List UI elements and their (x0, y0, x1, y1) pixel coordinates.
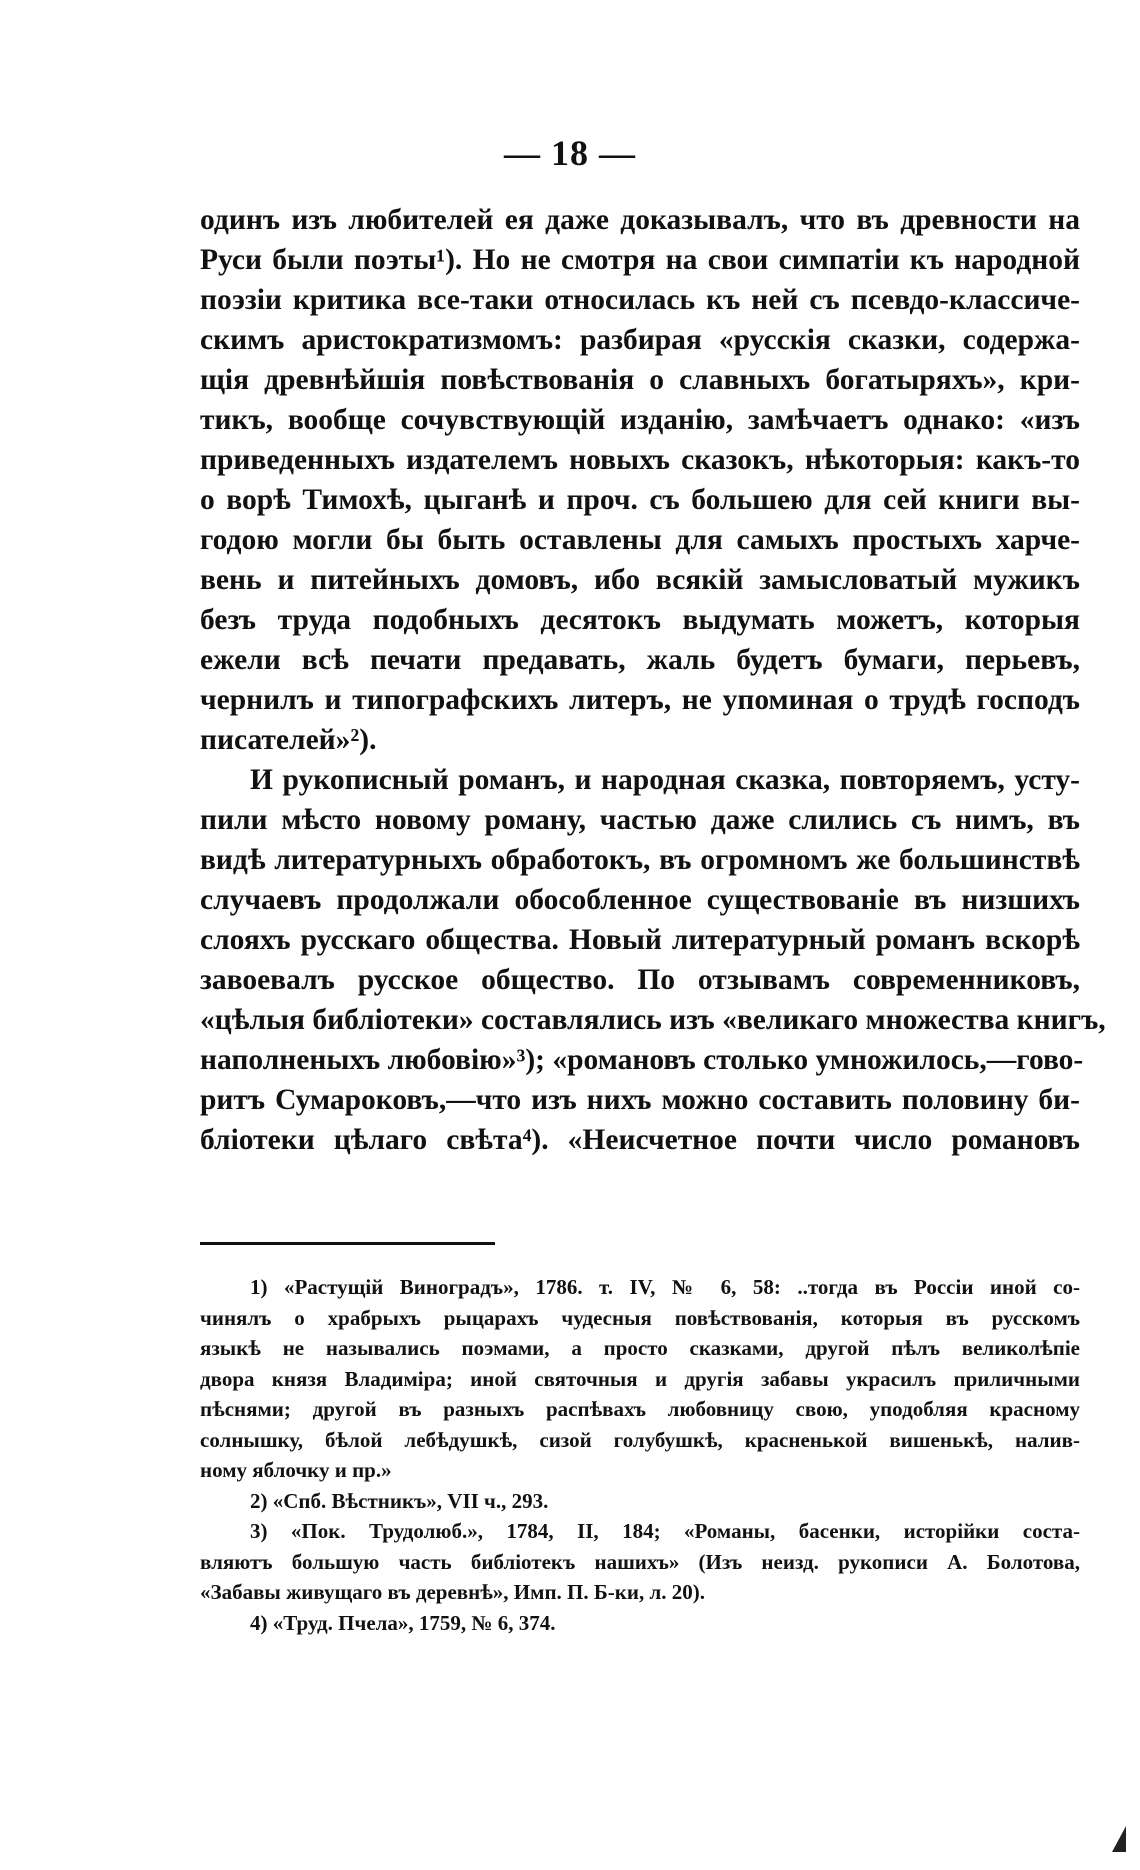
text-line: случаевъ продолжали обособленное существованіе въ низшихъ (200, 884, 1080, 916)
text-line: щія древнѣйшія повѣствованія о славныхъ богатыряхъ», кри- (200, 364, 1080, 396)
text-line: И рукописный романъ, и народная сказка, повторяемъ, усту- (250, 764, 1080, 796)
text-line: о ворѣ Тимохѣ, цыганѣ и проч. съ большею для сей книги вы- (200, 484, 1080, 516)
footnotes (200, 1272, 1080, 1638)
text-line: тикъ, вообще сочувствующій изданію, замѣчаетъ однако: «изъ (200, 404, 1080, 436)
footnote-line: 4) «Труд. Пчела», 1759, № 6, 374. (250, 1610, 556, 1635)
text-line: вень и питейныхъ домовъ, ибо всякій замысловатый мужикъ (200, 564, 1080, 596)
text-line: «цѣлыя библіотеки» составлялись изъ «великаго множества книгъ, (200, 1004, 1106, 1036)
corner-ink-mark (1112, 1826, 1126, 1852)
text-line: бліотеки цѣлаго свѣта⁴). «Неисчетное почти число романовъ (200, 1124, 1080, 1156)
text-line: годою могли бы быть оставлены для самыхъ простыхъ харче- (200, 524, 1080, 556)
footnote-line: 1) «Растущій Виноградъ», 1786. т. IV, № 6, 58: ..тогда въ Россіи иной со- (250, 1275, 1080, 1299)
footnote-divider (200, 1242, 495, 1245)
text-line: ежели всѣ печати предавать, жаль будетъ бумаги, перьевъ, (200, 644, 1080, 676)
footnote-line: солнышку, бѣлой лебѣдушкѣ, сизой голубушкѣ, красненькой вишенькѣ, налив- (200, 1427, 1080, 1452)
page-number: — 18 — (504, 133, 636, 173)
footnote-line: чинялъ о храбрыхъ рыцарахъ чудесныя повѣствованія, которыя въ русскомъ (200, 1305, 1080, 1330)
text-line: поэзіи критика все-таки относилась къ ней съ псевдо-классиче- (200, 284, 1080, 316)
footnote-line: языкѣ не назывались поэмами, а просто сказками, другой пѣлъ великолѣпіе (200, 1336, 1080, 1360)
footnote-line: 2) «Спб. Вѣстникъ», VII ч., 293. (250, 1488, 549, 1513)
text-line: завоевалъ русское общество. По отзывамъ современниковъ, (200, 964, 1080, 996)
text-line: чернилъ и типографскихъ литеръ, не упоминая о трудѣ господъ (200, 684, 1080, 716)
text-line: Руси были поэты¹). Но не смотря на свои симпатіи къ народной (200, 244, 1080, 276)
footnote-line: 3) «Пок. Трудолюб.», 1784, II, 184; «Романы, басенки, исторійки соста- (250, 1519, 1080, 1543)
text-line: скимъ аристократизмомъ: разбирая «русскія сказки, содержа- (200, 324, 1080, 356)
text-line: писателей»²). (200, 724, 377, 756)
footnote-line: пѣснями; другой въ разныхъ распѣвахъ любовницу свою, уподобляя красному (200, 1397, 1080, 1421)
text-line: пили мѣсто новому роману, частью даже слились съ нимъ, въ (200, 804, 1080, 836)
main-text (200, 200, 1106, 1160)
text-line: слояхъ русскаго общества. Новый литературный романъ вскорѣ (200, 924, 1080, 956)
text-line: наполненыхъ любовію»³); «романовъ столько умножилось,—гово- (200, 1044, 1084, 1076)
text-line: безъ труда подобныхъ десятокъ выдумать можетъ, которыя (200, 604, 1080, 636)
text-line: видѣ литературныхъ обработокъ, въ огромномъ же большинствѣ (200, 844, 1080, 876)
text-line: одинъ изъ любителей ея даже доказывалъ, что въ древности на (200, 204, 1080, 236)
footnote-line: ному яблочку и пр.» (200, 1458, 392, 1482)
footnote-line: «Забавы живущаго въ деревнѣ», Имп. П. Б-ки, л. 20). (200, 1580, 705, 1604)
text-line: ритъ Сумароковъ,—что изъ нихъ можно составить половину би- (200, 1084, 1080, 1116)
footnote-line: двора князя Владиміра; иной святочныя и другія забавы украсилъ приличными (200, 1366, 1080, 1391)
text-line: приведенныхъ издателемъ новыхъ сказокъ, нѣкоторыя: какъ-то (200, 444, 1080, 476)
footnote-line: вляютъ большую часть библіотекъ нашихъ» (Изъ неизд. рукописи А. Болотова, (200, 1549, 1080, 1574)
